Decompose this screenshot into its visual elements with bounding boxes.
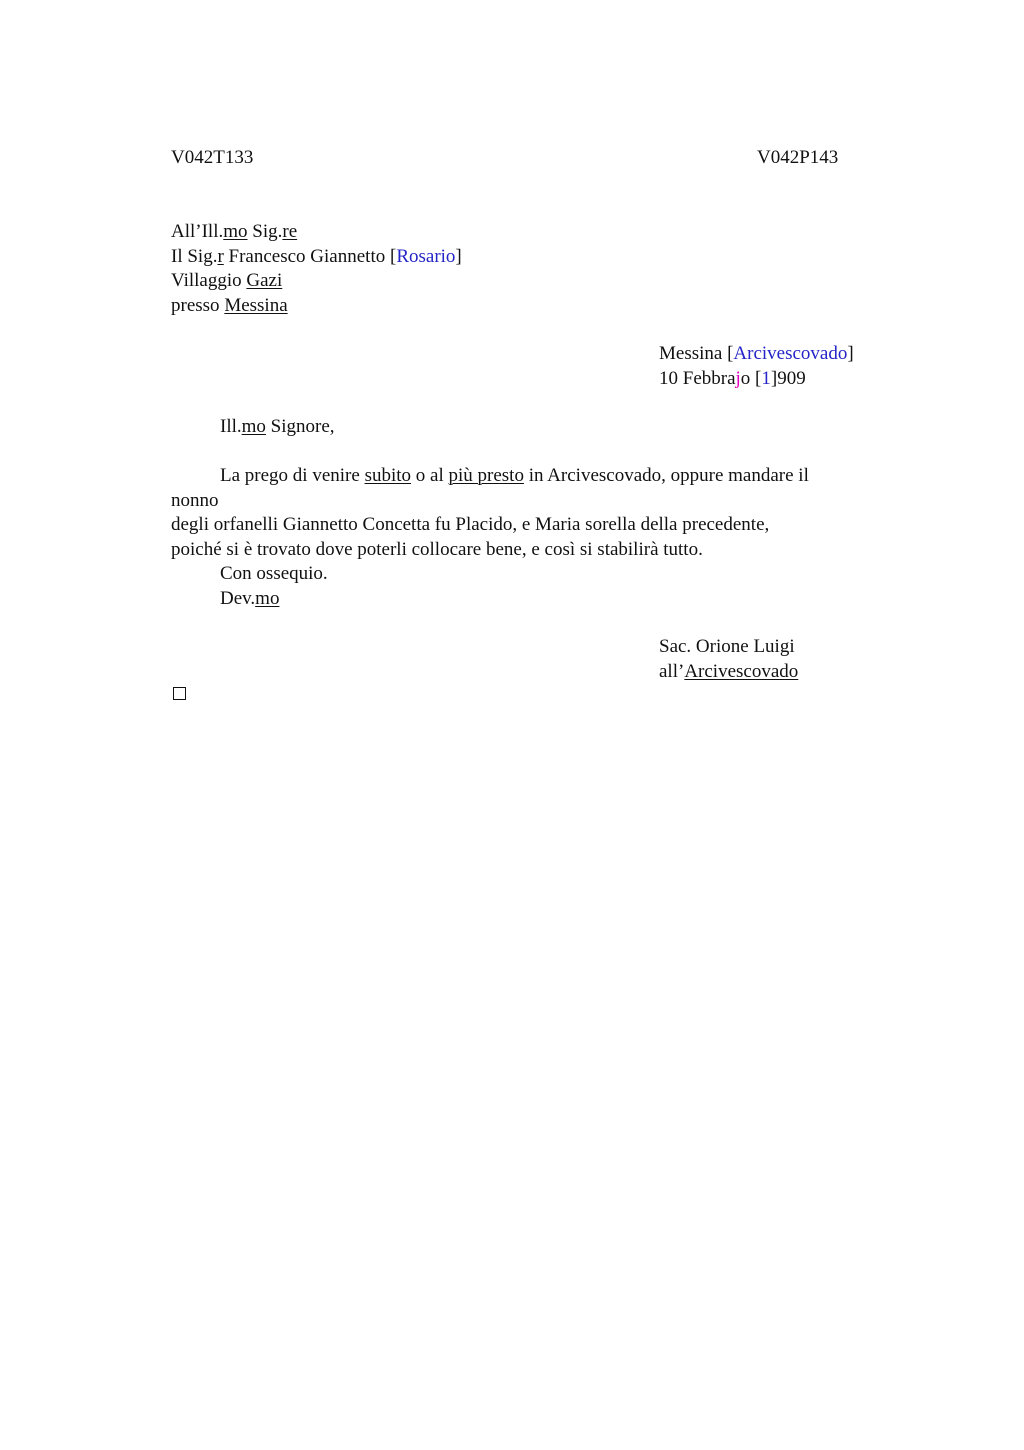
address-line-2: Il Sig.r Francesco Giannetto [Rosario]: [171, 245, 462, 267]
address-line-4: presso Messina: [171, 294, 288, 316]
body-line-2: degli orfanelli Giannetto Concetta fu Placido, e Maria sorella della precedente,: [171, 514, 770, 535]
salutation: Ill.mo Signore,: [220, 416, 335, 437]
square-icon: [173, 687, 186, 700]
closing-line-1: Con ossequio.: [220, 563, 328, 584]
body-line-1: La prego di venire subito o al più presto in Arcivescovado, oppure mandare il: [220, 465, 809, 486]
closing-line-2: Dev.mo: [220, 587, 280, 609]
address-line-1: All’Ill.mo Sig.re: [171, 221, 298, 242]
header-left-code: V042T133: [171, 147, 254, 168]
signature-place: all’Arcivescovado: [659, 660, 799, 682]
dateline-date: 10 Febbrajo [1]909: [659, 367, 806, 389]
signature-name: Sac. Orione Luigi: [659, 636, 795, 657]
body-line-3: poiché si è trovato dove poterli collocare bene, e così si stabilirà tutto.: [171, 538, 703, 560]
header-right-code: V042P143: [757, 147, 839, 168]
address-line-3: Villaggio Gazi: [171, 270, 283, 291]
dateline-place: Messina [Arcivescovado]: [659, 343, 854, 364]
body-line-1-wrap: nonno: [171, 489, 219, 511]
